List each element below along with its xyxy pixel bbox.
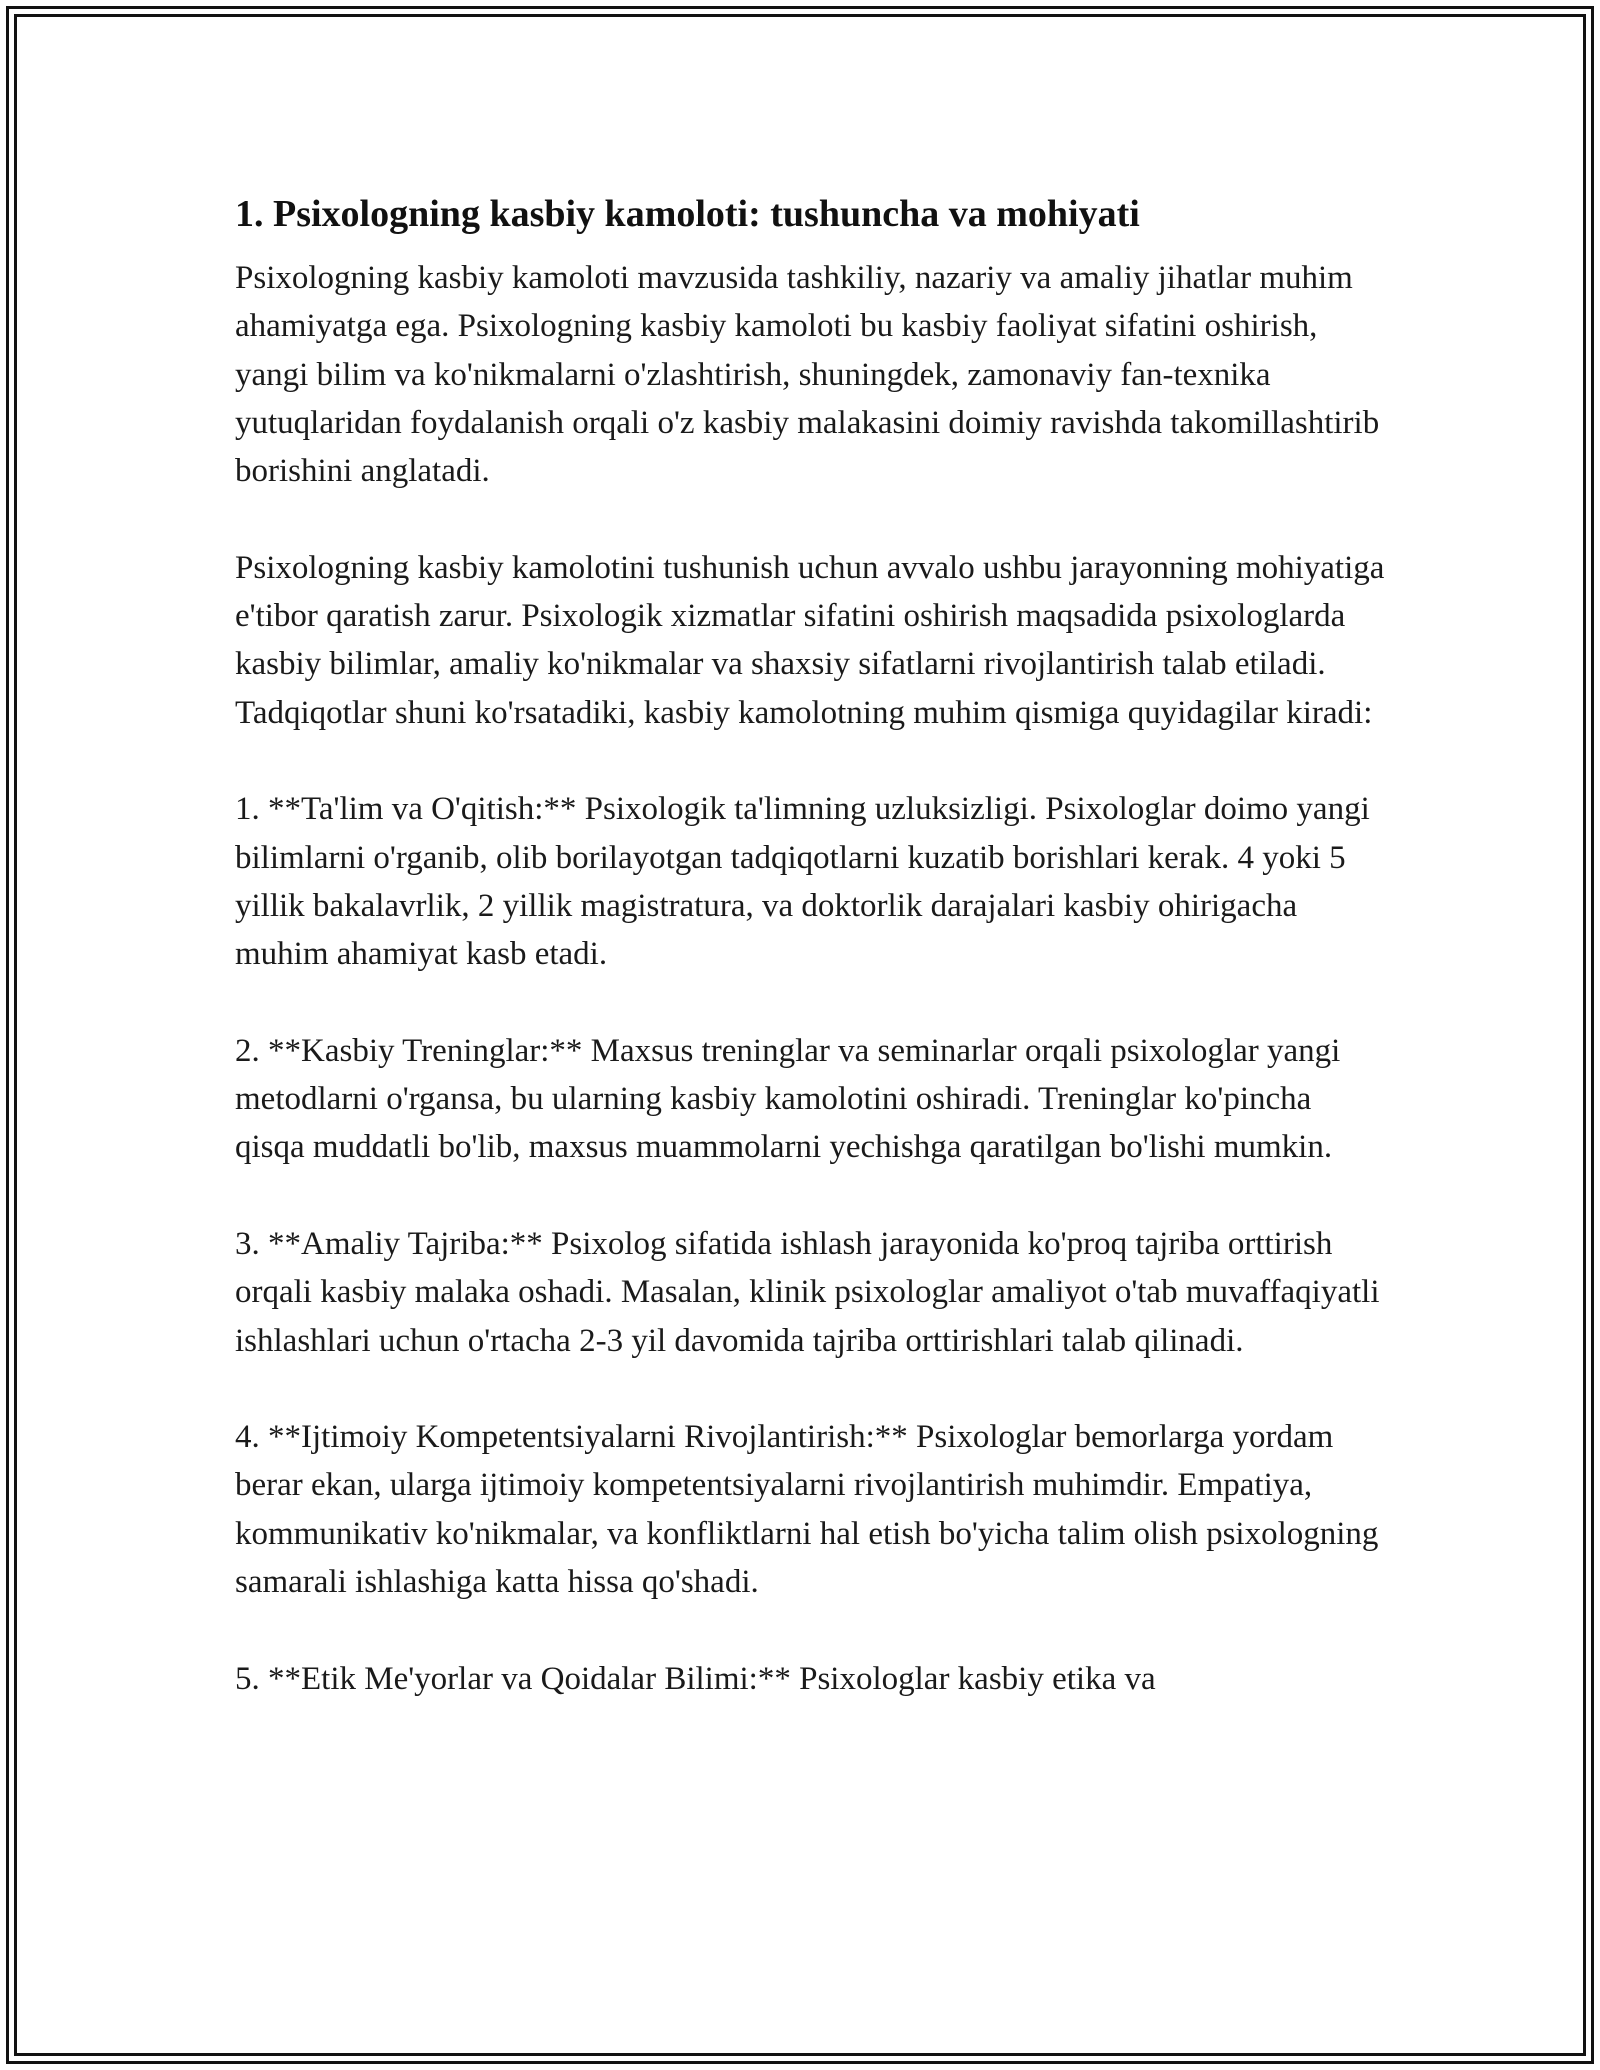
list-item-ethics: 5. **Etik Me'yorlar va Qoidalar Bilimi:** Psixologlar kasbiy etika va: [235, 1660, 1156, 1697]
paragraph-intro: Psixologning kasbiy kamoloti mavzusida tashkiliy, nazariy va amaliy jihatlar muhim ahamiyatga ega. Psixologning kasbiy kamoloti bu kasbiy faoliyat sifatini oshirish, yangi bilim va ko'nikmalarni o'zlashtirish, shuningdek, zamonaviy fan-texnika yutuqlaridan foydalanish orqali o'z kasbiy malakasini doimiy ravishda takomillashtirib borishini anglatadi.: [235, 260, 1380, 490]
document-body: [235, 186, 1385, 1751]
section-heading: 1. Psixologning kasbiy kamoloti: tushuncha va mohiyati: [235, 193, 1140, 235]
list-item-practice: 3. **Amaliy Tajriba:** Psixolog sifatida ishlash jarayonida ko'proq tajriba orttirish orqali kasbiy malaka oshadi. Masalan, klinik psixologlar amaliyot o'tab muvaffaqiyatli ishlashlari uchun o'rtacha 2-3 yil davomida tajriba orttirishlari talab qilinadi.: [235, 1225, 1380, 1359]
list-item-education: 1. **Ta'lim va O'qitish:** Psixologik ta'limning uzluksizligi. Psixologlar doimo yangi bilimlarni o'rganib, olib borilayotgan tadqiqotlarni kuzatib borishlari kerak. 4 yoki 5 yillik bakalavrlik, 2 yillik magistratura, va doktorlik darajalari kasbiy ohirigacha muhim ahamiyat kasb etadi.: [235, 791, 1370, 973]
paragraph-essence: Psixologning kasbiy kamolotini tushunish uchun avvalo ushbu jarayonning mohiyatiga e'tibor qaratish zarur. Psixologik xizmatlar sifatini oshirish maqsadida psixologlarda kasbiy bilimlar, amaliy ko'nikmalar va shaxsiy sifatlarni rivojlantirish talab etiladi. Tadqiqotlar shuni ko'rsatadiki, kasbiy kamolotning muhim qismiga quyidagilar kiradi:: [235, 549, 1385, 731]
list-item-social-competence: 4. **Ijtimoiy Kompetentsiyalarni Rivojlantirish:** Psixologlar bemorlarga yordam berar ekan, ularga ijtimoiy kompetentsiyalarni rivojlantirish muhimdir. Empatiya, kommunikativ ko'nikmalar, va konfliktlarni hal etish bo'yicha talim olish psixologning samarali ishlashiga katta hissa qo'shadi.: [235, 1419, 1379, 1601]
list-item-trainings: 2. **Kasbiy Treninglar:** Maxsus treninglar va seminarlar orqali psixologlar yangi metodlarni o'rgansa, bu ularning kasbiy kamolotini oshiradi. Treninglar ko'pincha qisqa muddatli bo'lib, maxsus muammolarni yechishga qaratilgan bo'lishi mumkin.: [235, 1032, 1341, 1166]
